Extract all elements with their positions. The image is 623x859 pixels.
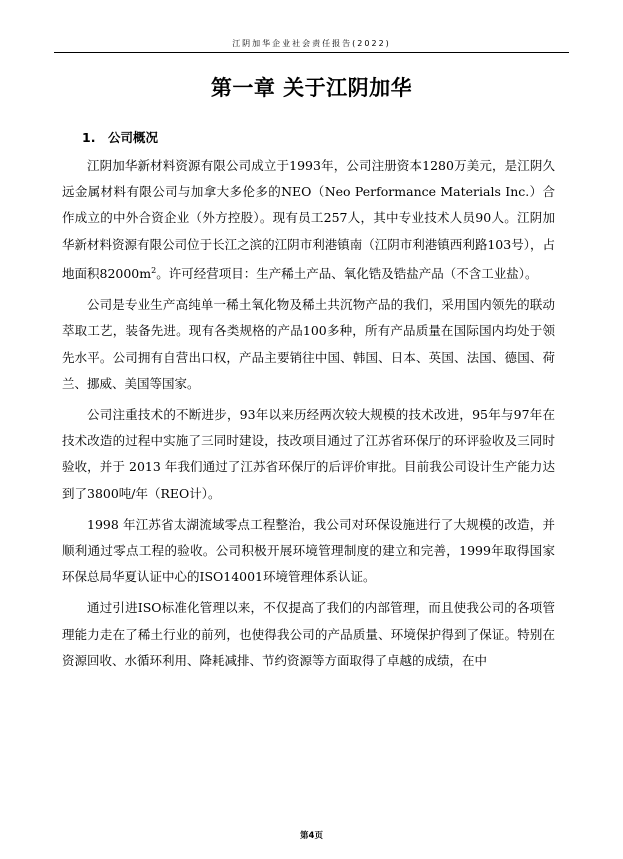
section-number: 1. xyxy=(82,130,96,145)
section-heading xyxy=(82,128,158,146)
paragraph-company-intro xyxy=(62,153,555,287)
page-number: 第4页 xyxy=(300,831,323,841)
paragraph-company-intro-tail: 。许可经营项目：生产稀土产品、氧化锆及锆盐产品（不含工业盐）。 xyxy=(156,265,538,281)
paragraph-products: 公司是专业生产高纯单一稀土氧化物及稀土共沉物产品的我们，采用国内领先的联动萃取工艺，装备先进。现有各类规格的产品100多种，所有产品质量在国际国内均处于领先水平。公司拥有自营出口权，产品主要销往中国、韩国、日本、英国、法国、德国、荷兰、挪威、美国等国家。 xyxy=(62,297,555,391)
header-rule xyxy=(54,52,569,53)
paragraph-iso-management: 通过引进ISO标准化管理以来，不仅提高了我们的内部管理，而且使我公司的各项管理能力走在了稀土行业的前列，也使得我公司的产品质量、环境保护得到了保证。特别在资源回收、水循环利用、降耗减排、节约资源等方面取得了卓越的成绩，在中 xyxy=(62,600,555,668)
running-header: 江阴加华企业社会责任报告(2022) xyxy=(232,39,391,48)
paragraph-company-intro-text: 江阴加华新材料资源有限公司成立于1993年，公司注册资本1280万美元，是江阴久远金属材料有限公司与加拿大多伦多的NEO（Neo Performance Materials Inc.）合作成立的中外合资企业（外方控股）。现有员工257人，其中专业技术人员90人。江阴加华新材料资源有限公司位于长江之滨的江阴市利港镇南（江阴市利港镇西利路103号），占地面积82000m xyxy=(62,158,555,281)
section-title: 公司概况 xyxy=(108,130,159,145)
paragraph-technology: 公司注重技术的不断进步，93年以来历经两次较大规模的技术改进，95年与97年在技术改造的过程中实施了三同时建设，技改项目通过了江苏省环保厅的环评验收及三同时验收，并于 2013 年我们通过了江苏省环保厅的后评价审批。目前我公司设计生产能力达到了3800吨/年（REO计）。 xyxy=(62,406,555,501)
paragraph-environment: 1998 年江苏省太湖流域零点工程整治，我公司对环保设施进行了大规模的改造，并顺利通过零点工程的验收。公司积极开展环境管理制度的建立和完善，1999年取得国家环保总局华夏认证中心的ISO14001环境管理体系认证。 xyxy=(62,516,555,585)
chapter-title: 第一章 关于江阴加华 xyxy=(210,75,413,100)
area-unit-superscript: 2 xyxy=(151,265,157,275)
body-text xyxy=(62,153,555,679)
